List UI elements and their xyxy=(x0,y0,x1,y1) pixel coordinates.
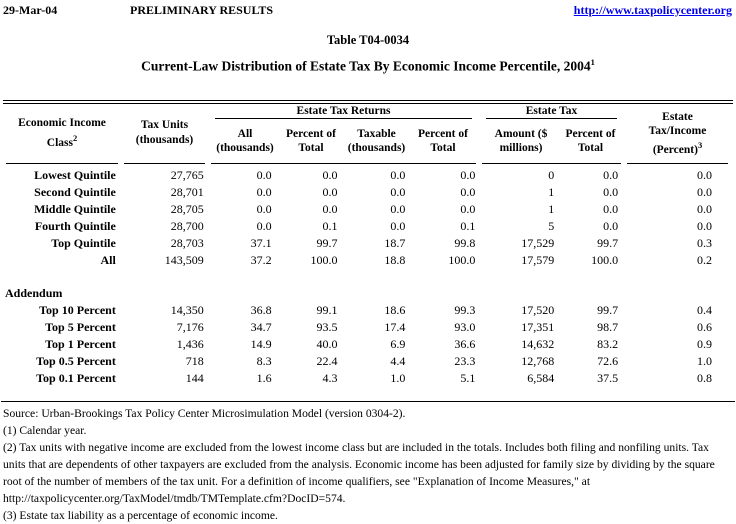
spacer xyxy=(3,270,733,286)
table-cell: 4.4 xyxy=(390,353,406,368)
table-cell: 17,520 xyxy=(521,302,555,317)
table-cell: 34.7 xyxy=(250,319,272,334)
row-label: Top 10 Percent xyxy=(39,302,116,317)
page-title: Current-Law Distribution of Estate Tax By Economic Income Percentile, 2004$^1$ xyxy=(141,57,595,74)
header-percent-of-total-taxable: Percent of Total xyxy=(418,127,468,154)
table-cell: 0.0 xyxy=(256,184,272,199)
table-cell: 0.0 xyxy=(603,167,619,182)
header-percent-of-total-returns: Percent of Total xyxy=(286,127,336,154)
table-cell: 5.1 xyxy=(460,370,476,385)
table-cell: 1 xyxy=(548,201,555,216)
table-cell: 40.0 xyxy=(316,336,338,351)
table-cell: 0.0 xyxy=(460,201,476,216)
table-cell: 144 xyxy=(185,370,204,385)
table-cell: 36.6 xyxy=(454,336,476,351)
table-cell: 0.0 xyxy=(460,167,476,182)
row-label: Fourth Quintile xyxy=(34,218,116,233)
table-number: Table T04-0034 xyxy=(326,33,410,47)
table-cell: 0.0 xyxy=(390,218,406,233)
header-group-estate-tax xyxy=(482,104,621,164)
table-cell: 6,584 xyxy=(527,370,555,385)
header-group-estate-tax-returns xyxy=(211,104,476,164)
table-cell: 0.0 xyxy=(390,184,406,199)
table-cell: 0.1 xyxy=(460,218,476,233)
table-cell: 0.0 xyxy=(322,184,338,199)
table-row xyxy=(3,371,733,388)
group-title-estate-tax: Estate Tax xyxy=(486,104,617,119)
row-label: All xyxy=(100,252,116,267)
table-cell: 0.0 xyxy=(256,167,272,182)
table-body xyxy=(3,168,733,388)
table-row xyxy=(3,168,733,185)
row-label: Middle Quintile xyxy=(34,201,116,216)
addendum-header-row xyxy=(3,286,733,303)
table-cell: 100.0 xyxy=(310,252,338,267)
table-cell: 27,765 xyxy=(170,167,204,182)
table-cell: 0.0 xyxy=(256,218,272,233)
table-cell: 99.7 xyxy=(597,235,619,250)
table-cell: 93.5 xyxy=(316,319,338,334)
table-cell: 98.7 xyxy=(597,319,619,334)
table-cell: 17,351 xyxy=(521,319,555,334)
table-cell: 0.0 xyxy=(697,167,712,182)
preliminary-results-label: PRELIMINARY RESULTS xyxy=(130,3,274,17)
table-cell: 0.0 xyxy=(697,201,712,216)
table-cell: 0.0 xyxy=(603,184,619,199)
table-cell: 6.9 xyxy=(390,336,406,351)
report-date: 29-Mar-04 xyxy=(3,3,58,17)
header-footnote-marker-2: 2 xyxy=(72,132,78,143)
table-row xyxy=(3,303,733,320)
table-cell: 0.9 xyxy=(697,336,712,351)
table-cell: 1.6 xyxy=(256,370,272,385)
group-title-estate-tax-returns: Estate Tax Returns xyxy=(215,104,472,119)
table-cell: 0.8 xyxy=(697,370,712,385)
header-footnote-marker-3: 3 xyxy=(697,139,703,150)
table-cell: 0.1 xyxy=(322,218,338,233)
table-cell: 12,768 xyxy=(521,353,555,368)
table-cell: 4.3 xyxy=(322,370,338,385)
table-cell: 18.6 xyxy=(384,302,406,317)
header-percent-of-total-tax: Percent of Total xyxy=(565,127,616,154)
table-cell: 8.3 xyxy=(256,353,272,368)
table-cell: 0.6 xyxy=(697,319,712,334)
table-cell: 37.5 xyxy=(597,370,619,385)
table-cell: 718 xyxy=(185,353,204,368)
table-row xyxy=(3,354,733,371)
table-cell: 17,529 xyxy=(521,235,555,250)
row-label: Top Quintile xyxy=(51,235,116,250)
table-cell: 28,705 xyxy=(170,201,204,216)
table-cell: 0.4 xyxy=(697,302,712,317)
table-cell: 100.0 xyxy=(448,252,476,267)
table-cell: 7,176 xyxy=(176,319,204,334)
table-cell: 37.1 xyxy=(250,235,272,250)
row-label: Top 1 Percent xyxy=(45,336,116,351)
table-cell: 100.0 xyxy=(591,252,619,267)
table-cell: 17.4 xyxy=(384,319,406,334)
table-row xyxy=(3,185,733,202)
table-cell: 0.2 xyxy=(697,252,712,267)
table-row xyxy=(3,219,733,236)
table-cell: 99.7 xyxy=(597,302,619,317)
footnote-3: (3) Estate tax liability as a percentage of economic income. xyxy=(3,508,278,522)
addendum-label: Addendum xyxy=(5,285,63,300)
table-cell: 14.9 xyxy=(250,336,272,351)
table-cell: 72.6 xyxy=(597,353,619,368)
table-cell: 18.8 xyxy=(384,252,406,267)
top-bar xyxy=(0,0,736,21)
header-tax-units: Tax Units (thousands) xyxy=(124,104,205,164)
table-cell: 0.0 xyxy=(322,201,338,216)
table-cell: 0.0 xyxy=(390,201,406,216)
table-cell: 28,703 xyxy=(170,235,204,250)
table-cell: 1.0 xyxy=(697,353,712,368)
table-cell: 18.7 xyxy=(384,235,406,250)
table-cell: 99.3 xyxy=(454,302,476,317)
header-estate-tax-income-percent: Estate Tax/Income (Percent)$^3$ xyxy=(627,104,728,164)
table-cell: 37.2 xyxy=(250,252,272,267)
table-cell: 83.2 xyxy=(597,336,619,351)
footnotes xyxy=(0,402,736,524)
row-label: Top 0.1 Percent xyxy=(36,370,116,385)
table-header xyxy=(3,104,733,164)
table-row xyxy=(3,320,733,337)
header-taxable-thousands: Taxable (thousands) xyxy=(347,127,406,154)
table-cell: 1,436 xyxy=(176,336,204,351)
table-row xyxy=(3,202,733,219)
table-cell: 99.8 xyxy=(454,235,476,250)
table-cell: 0.0 xyxy=(697,184,712,199)
table-cell: 28,701 xyxy=(170,184,204,199)
table-cell: 0.0 xyxy=(322,167,338,182)
source-note: Source: Urban-Brookings Tax Policy Center Microsimulation Model (version 0304-2). xyxy=(3,406,406,420)
table-cell: 0.0 xyxy=(603,201,619,216)
row-label: Second Quintile xyxy=(34,184,116,199)
table-cell: 23.3 xyxy=(454,353,476,368)
row-label: Lowest Quintile xyxy=(34,167,116,182)
header-economic-income-class: Economic Income Class$^2$ xyxy=(6,104,118,164)
table-cell: 93.0 xyxy=(454,319,476,334)
taxpolicycenter-link[interactable]: http://www.taxpolicycenter.org xyxy=(573,3,732,17)
table-cell: 14,632 xyxy=(521,336,555,351)
table-cell: 1 xyxy=(548,184,555,199)
table-cell: 1.0 xyxy=(390,370,406,385)
row-label: Top 5 Percent xyxy=(45,319,116,334)
table-cell: 99.1 xyxy=(316,302,338,317)
table-cell: 14,350 xyxy=(170,302,204,317)
table-cell: 0.0 xyxy=(256,201,272,216)
table-cell: 17,579 xyxy=(521,252,555,267)
table-cell: 28,700 xyxy=(170,218,204,233)
table-row xyxy=(3,337,733,354)
footnote-2: (2) Tax units with negative income are excluded from the lowest income class but are included in the totals. Includes both filing and nonfiling units. Tax units that are dependents of other taxpayers are excluded from the analysis. Economic income has been adjusted for family size by dividing by the square root of the number of members of the tax unit. For a definition of income qualifiers, see "Explanation of Income Measures," at http://taxpolicycenter.org/TaxModel/tmdb/TMTemplate.cfm?DocID=574. xyxy=(3,440,715,505)
table-cell: 0.3 xyxy=(697,235,712,250)
table-cell: 36.8 xyxy=(250,302,272,317)
table-cell: 0.0 xyxy=(603,218,619,233)
table-cell: 0.0 xyxy=(460,184,476,199)
table-cell: 0.0 xyxy=(390,167,406,182)
row-label: Top 0.5 Percent xyxy=(36,353,116,368)
table-cell: 5 xyxy=(548,218,555,233)
table-cell: 0 xyxy=(548,167,555,182)
table-cell: 143,509 xyxy=(164,252,204,267)
header-all-thousands: All (thousands) xyxy=(216,127,274,154)
table-cell: 0.0 xyxy=(697,218,712,233)
estate-tax-table xyxy=(3,100,733,388)
footnote-1: (1) Calendar year. xyxy=(3,423,87,437)
header-amount-millions: Amount ($ millions) xyxy=(494,127,548,154)
title-footnote-marker: 1 xyxy=(590,57,595,67)
table-row xyxy=(3,236,733,253)
table-row xyxy=(3,253,733,270)
table-cell: 99.7 xyxy=(316,235,338,250)
table-cell: 22.4 xyxy=(316,353,338,368)
